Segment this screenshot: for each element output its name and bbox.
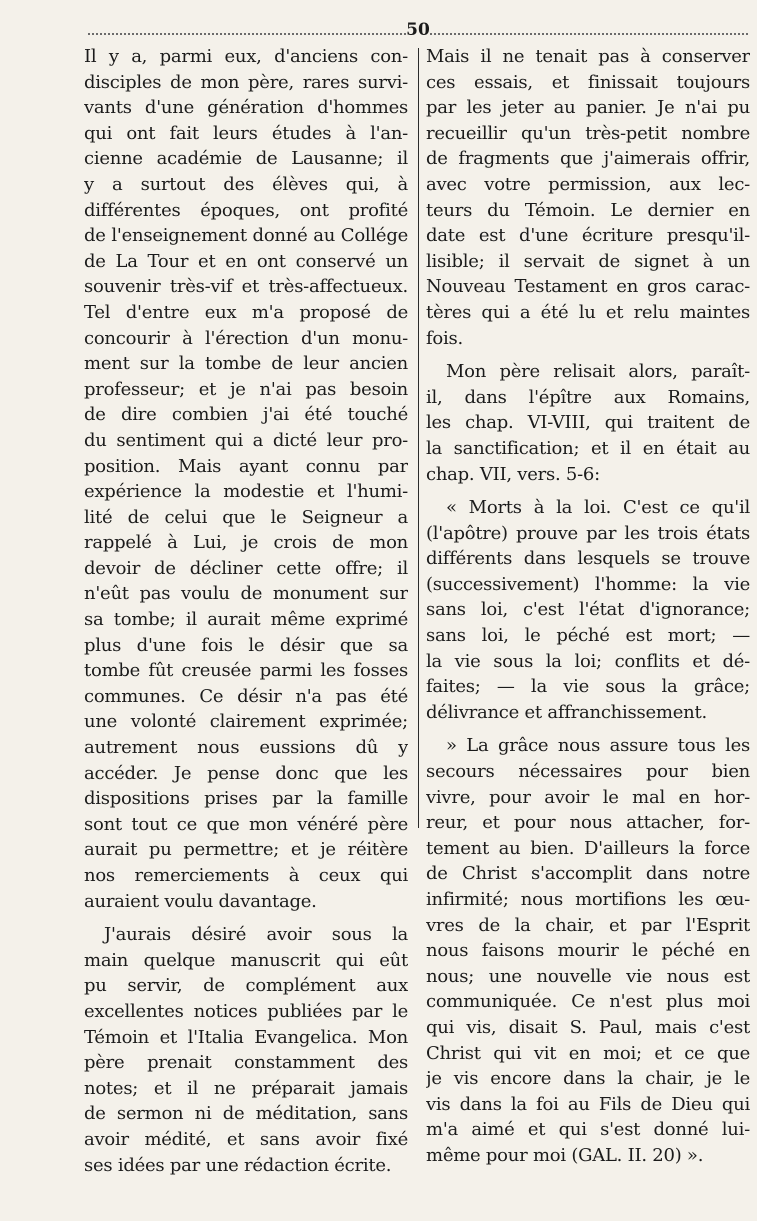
paragraph-5 [426, 495, 750, 725]
left-column [84, 44, 408, 1178]
text-line: père prenait constamment des [84, 1052, 408, 1074]
text-line: de dire combien j'ai été touché [84, 404, 408, 426]
text-line: sans loi, c'est l'état d'ignorance; [426, 599, 750, 621]
text-line: par les jeter au panier. Je n'ai pu [426, 97, 750, 119]
column-divider [418, 48, 419, 828]
text-line: différentes époques, ont profité [84, 199, 408, 221]
text-line: communes. Ce désir n'a pas été [84, 685, 408, 707]
text-line: les chap. VI-VIII, qui traitent de [426, 412, 750, 434]
text-line: Tel d'entre eux m'a proposé de [84, 301, 408, 323]
text-line: sa tombe; il aurait même exprimé [84, 609, 408, 631]
text-line: communiquée. Ce n'est plus moi [426, 991, 750, 1013]
text-line: professeur; et je n'ai pas besoin [84, 378, 408, 400]
page-number: 50 [406, 20, 430, 40]
text-line: n'eût pas voulu de monument sur [84, 583, 408, 605]
text-line: date est d'une écriture presqu'il- [426, 225, 750, 247]
right-column [426, 44, 750, 1169]
text-line: une volonté clairement exprimée; [84, 711, 408, 733]
text-line: teurs du Témoin. Le dernier en [426, 199, 750, 221]
text-line: de La Tour et en ont conservé un [84, 250, 408, 272]
text-line: rappelé à Lui, je crois de mon [84, 532, 408, 554]
text-line: secours nécessaires pour bien [426, 761, 750, 783]
text-line: vivre, pour avoir le mal en hor- [426, 786, 750, 808]
text-line: ses idées par une rédaction écrite. [84, 1154, 392, 1176]
text-line: lité de celui que le Seigneur a [84, 506, 408, 528]
text-line: qui vis, disait S. Paul, mais c'est [426, 1016, 750, 1038]
text-line: avoir médité, et sans avoir fixé [84, 1128, 408, 1150]
text-line: nous faisons mourir le péché en [426, 940, 750, 962]
text-line: délivrance et affranchissement. [426, 701, 707, 723]
header-rule-right [430, 33, 748, 35]
text-line: Nouveau Testament en gros carac- [426, 276, 750, 298]
text-line: « Morts à la loi. C'est ce qu'il [446, 497, 750, 519]
text-line: tombe fût creusée parmi les fosses [84, 660, 408, 682]
text-line: nos remerciements à ceux qui [84, 865, 408, 886]
paragraph-2 [84, 922, 408, 1178]
text-line: qui ont fait leurs études à l'an- [84, 122, 408, 144]
text-line: excellentes notices publiées par le [84, 1000, 408, 1022]
text-line: main quelque manuscrit qui eût [84, 949, 408, 971]
text-line: Mais il ne tenait pas à conserver [426, 46, 750, 67]
text-line: même pour moi (GAL. II. 20) ». [426, 1144, 704, 1166]
text-line: accéder. Je pense donc que les [84, 762, 408, 784]
text-line: devoir de décliner cette offre; il [84, 557, 408, 579]
text-line: tères qui a été lu et relu maintes [426, 301, 750, 323]
paragraph-3 [426, 44, 750, 351]
text-line: expérience la modestie et l'humi- [84, 481, 408, 503]
text-line: ces essais, et finissait toujours [426, 71, 750, 93]
text-line: auraient voulu davantage. [84, 890, 317, 912]
text-line: lisible; il servait de signet à un [426, 250, 750, 272]
text-line: chap. VII, vers. 5-6: [426, 463, 600, 485]
text-line: vres de la chair, et par l'Esprit [426, 914, 750, 936]
text-line: concourir à l'érection d'un monu- [84, 327, 408, 349]
text-line: aurait pu permettre; et je réitère [84, 839, 408, 861]
text-line: reur, et pour nous attacher, for- [426, 812, 750, 834]
text-line: il, dans l'épître aux Romains, [426, 386, 750, 408]
text-line: de sermon ni de méditation, sans [84, 1103, 408, 1125]
text-line: tement au bien. D'ailleurs la force [426, 837, 750, 859]
text-line: cienne académie de Lausanne; il [84, 148, 408, 170]
text-line: je vis encore dans la chair, je le [426, 1068, 750, 1090]
text-line: notes; et il ne préparait jamais [84, 1077, 408, 1099]
text-line: » La grâce nous assure tous les [446, 735, 750, 757]
text-line: différents dans lesquels se trouve [426, 548, 750, 570]
text-line: m'a aimé et qui s'est donné lui- [426, 1119, 750, 1141]
text-line: Christ qui vit en moi; et ce que [426, 1042, 750, 1064]
text-line: (successivement) l'homme: la vie [426, 573, 750, 595]
text-line: dispositions prises par la famille [84, 788, 408, 810]
text-line: vis dans la foi au Fils de Dieu qui [426, 1093, 750, 1115]
text-line: de Christ s'accomplit dans notre [426, 863, 750, 885]
text-line: recueillir qu'un très-petit nombre [426, 122, 750, 144]
text-line: Témoin et l'Italia Evangelica. Mon [84, 1026, 408, 1048]
paragraph-6 [426, 733, 750, 1168]
paragraph-4 [426, 359, 750, 487]
text-line: vants d'une génération d'hommes [84, 97, 408, 119]
text-line: pu servir, de complément aux [84, 975, 408, 997]
text-line: plus d'une fois le désir que sa [84, 634, 408, 656]
text-line: J'aurais désiré avoir sous la [104, 924, 408, 946]
text-line: faites; — la vie sous la grâce; [426, 676, 750, 698]
text-line: Mon père relisait alors, paraît- [446, 361, 750, 383]
text-line: du sentiment qui a dicté leur pro- [84, 429, 408, 451]
text-line: sans loi, le péché est mort; — [426, 625, 750, 647]
text-line: nous; une nouvelle vie nous est [426, 965, 750, 987]
text-line: la sanctification; et il en était au [426, 437, 750, 459]
text-line: souvenir très-vif et très-affectueux. [84, 276, 408, 298]
text-line: disciples de mon père, rares survi- [84, 71, 408, 93]
text-line: (l'apôtre) prouve par les trois états [426, 522, 750, 544]
text-line: y a surtout des élèves qui, à [84, 173, 408, 195]
text-line: Il y a, parmi eux, d'anciens con- [84, 46, 408, 67]
header-rule-left [88, 33, 406, 35]
text-line: sont tout ce que mon vénéré père [84, 813, 408, 835]
text-line: fois. [426, 327, 463, 349]
text-line: ment sur la tombe de leur ancien [84, 353, 408, 375]
text-line: de fragments que j'aimerais offrir, [426, 148, 750, 170]
text-line: avec votre permission, aux lec- [426, 173, 750, 195]
paragraph-1 [84, 44, 408, 914]
text-line: position. Mais ayant connu par [84, 455, 408, 477]
text-line: la vie sous la loi; conflits et dé- [426, 650, 750, 672]
text-line: infirmité; nous mortifions les œu- [426, 889, 750, 910]
text-line: de l'enseignement donné au Collége [84, 225, 408, 247]
text-line: autrement nous eussions dû y [84, 737, 408, 759]
